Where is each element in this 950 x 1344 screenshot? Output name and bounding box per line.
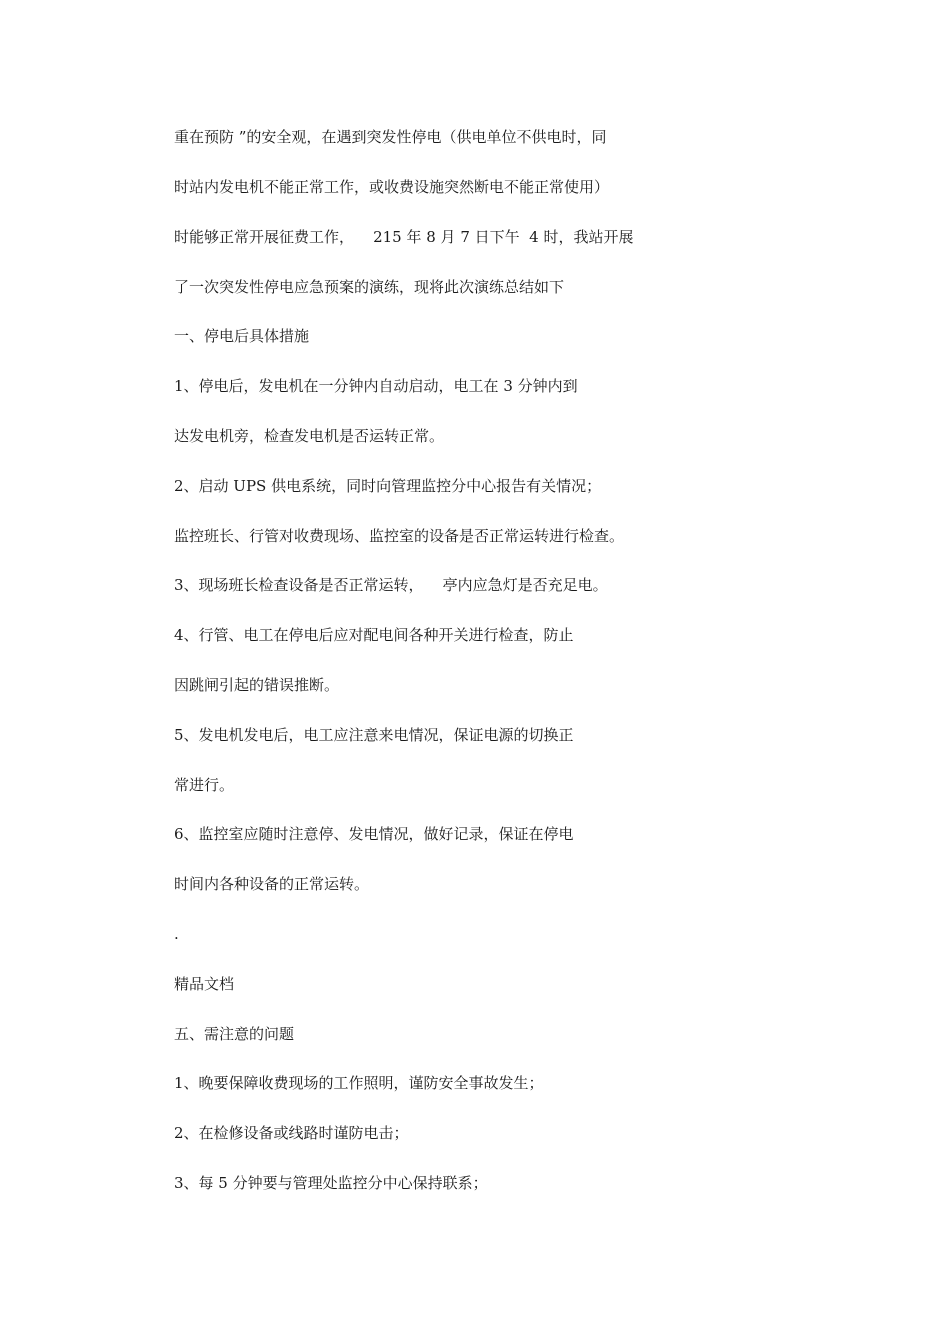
list-item: 3、现场班长检查设备是否正常运转， 亭内应急灯是否充足电。 — [174, 576, 608, 594]
list-item: 5、发电机发电后，电工应注意来电情况，保证电源的切换正 — [174, 726, 574, 744]
list-item: 6、监控室应随时注意停、发电情况，做好记录，保证在停电 — [174, 825, 574, 843]
list-item: 3、每 5 分钟要与管理处监控分中心保持联系； — [174, 1174, 488, 1192]
list-item: 2、启动 UPS 供电系统，同时向管理监控分中心报告有关情况； — [174, 477, 602, 495]
paragraph-line: 时能够正常开展征费工作， 215 年 8 月 7 日下午 4 时，我站开展 — [174, 228, 634, 246]
paragraph-line: 了一次突发性停电应急预案的演练，现将此次演练总结如下 — [174, 278, 565, 296]
paragraph-line: 时站内发电机不能正常工作，或收费设施突然断电不能正常使用） — [174, 178, 610, 196]
section-heading: 一、停电后具体措施 — [174, 327, 310, 345]
list-item: 4、行管、电工在停电后应对配电间各种开关进行检查，防止 — [174, 626, 574, 644]
list-item: 1、晚要保障收费现场的工作照明，谨防安全事故发生； — [174, 1074, 544, 1092]
page-break-dot: . — [174, 925, 179, 943]
list-item-continuation: 达发电机旁，检查发电机是否运转正常。 — [174, 427, 445, 445]
list-item: 2、在检修设备或线路时谨防电击； — [174, 1124, 409, 1142]
paragraph-line: 重在预防 ”的安全观，在遇到突发性停电（供电单位不供电时，同 — [174, 128, 607, 146]
section-heading: 五、需注意的问题 — [174, 1025, 295, 1043]
list-item-continuation: 时间内各种设备的正常运转。 — [174, 875, 370, 893]
list-item-continuation: 常进行。 — [174, 776, 235, 794]
watermark-label: 精品文档 — [174, 975, 235, 993]
list-item: 1、停电后，发电机在一分钟内自动启动，电工在 3 分钟内到 — [174, 377, 578, 395]
list-item-continuation: 因跳闸引起的错误推断。 — [174, 676, 340, 694]
paragraph-line: 监控班长、行管对收费现场、监控室的设备是否正常运转进行检查。 — [174, 527, 625, 545]
